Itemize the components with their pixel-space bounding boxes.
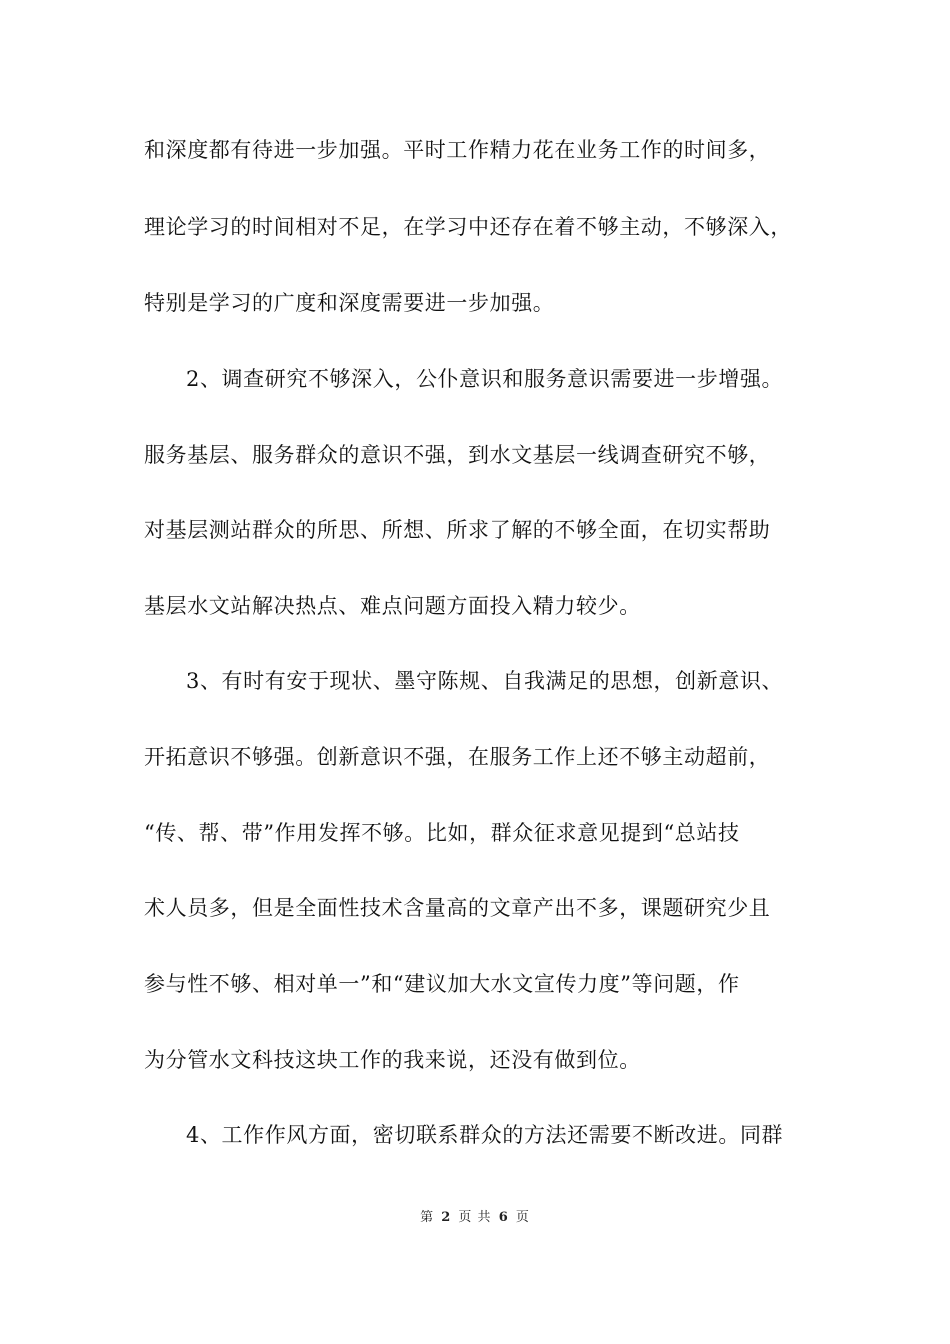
paragraph-4-line-1: 4、工作作风方面，密切联系群众的方法还需要不断改进。同群: [186, 1123, 784, 1147]
paragraph-3-line-1: 3、有时有安于现状、墨守陈规、自我满足的思想，创新意识、: [186, 669, 784, 693]
paragraph-3-line-2: 开拓意识不够强。创新意识不强，在服务工作上还不够主动超前，: [144, 745, 771, 769]
paragraph-2-line-2: 服务基层、服务群众的意识不强，到水文基层一线调查研究不够，: [144, 443, 771, 467]
paragraph-2-line-4: 基层水文站解决热点、难点问题方面投入精力较少。: [144, 594, 641, 618]
body-line-1: 和深度都有待进一步加强。平时工作精力花在业务工作的时间多，: [144, 138, 771, 162]
body-line-2: 理论学习的时间相对不足，在学习中还存在着不够主动，不够深入，: [144, 215, 792, 239]
paragraph-2-line-1: 2、调查研究不够深入，公仆意识和服务意识需要进一步增强。: [186, 367, 784, 391]
total-pages-number: 6: [498, 1210, 509, 1225]
page-footer: [0, 1208, 950, 1228]
paragraph-3-line-5: 参与性不够、相对单一”和“建议加大水文宣传力度”等问题，作: [144, 972, 740, 996]
footer-prefix: 第: [420, 1210, 435, 1225]
footer-middle: 页 共: [458, 1210, 492, 1225]
footer-suffix: 页: [515, 1210, 530, 1225]
current-page-number: 2: [441, 1210, 452, 1225]
paragraph-3-line-6: 为分管水文科技这块工作的我来说，还没有做到位。: [144, 1048, 641, 1072]
paragraph-3-line-4: 术人员多，但是全面性技术含量高的文章产出不多，课题研究少且: [144, 896, 771, 920]
paragraph-3-line-3: “传、帮、带”作用发挥不够。比如，群众征求意见提到“总站技: [144, 821, 740, 845]
body-line-3: 特别是学习的广度和深度需要进一步加强。: [144, 291, 555, 315]
paragraph-2-line-3: 对基层测站群众的所思、所想、所求了解的不够全面，在切实帮助: [144, 518, 771, 542]
